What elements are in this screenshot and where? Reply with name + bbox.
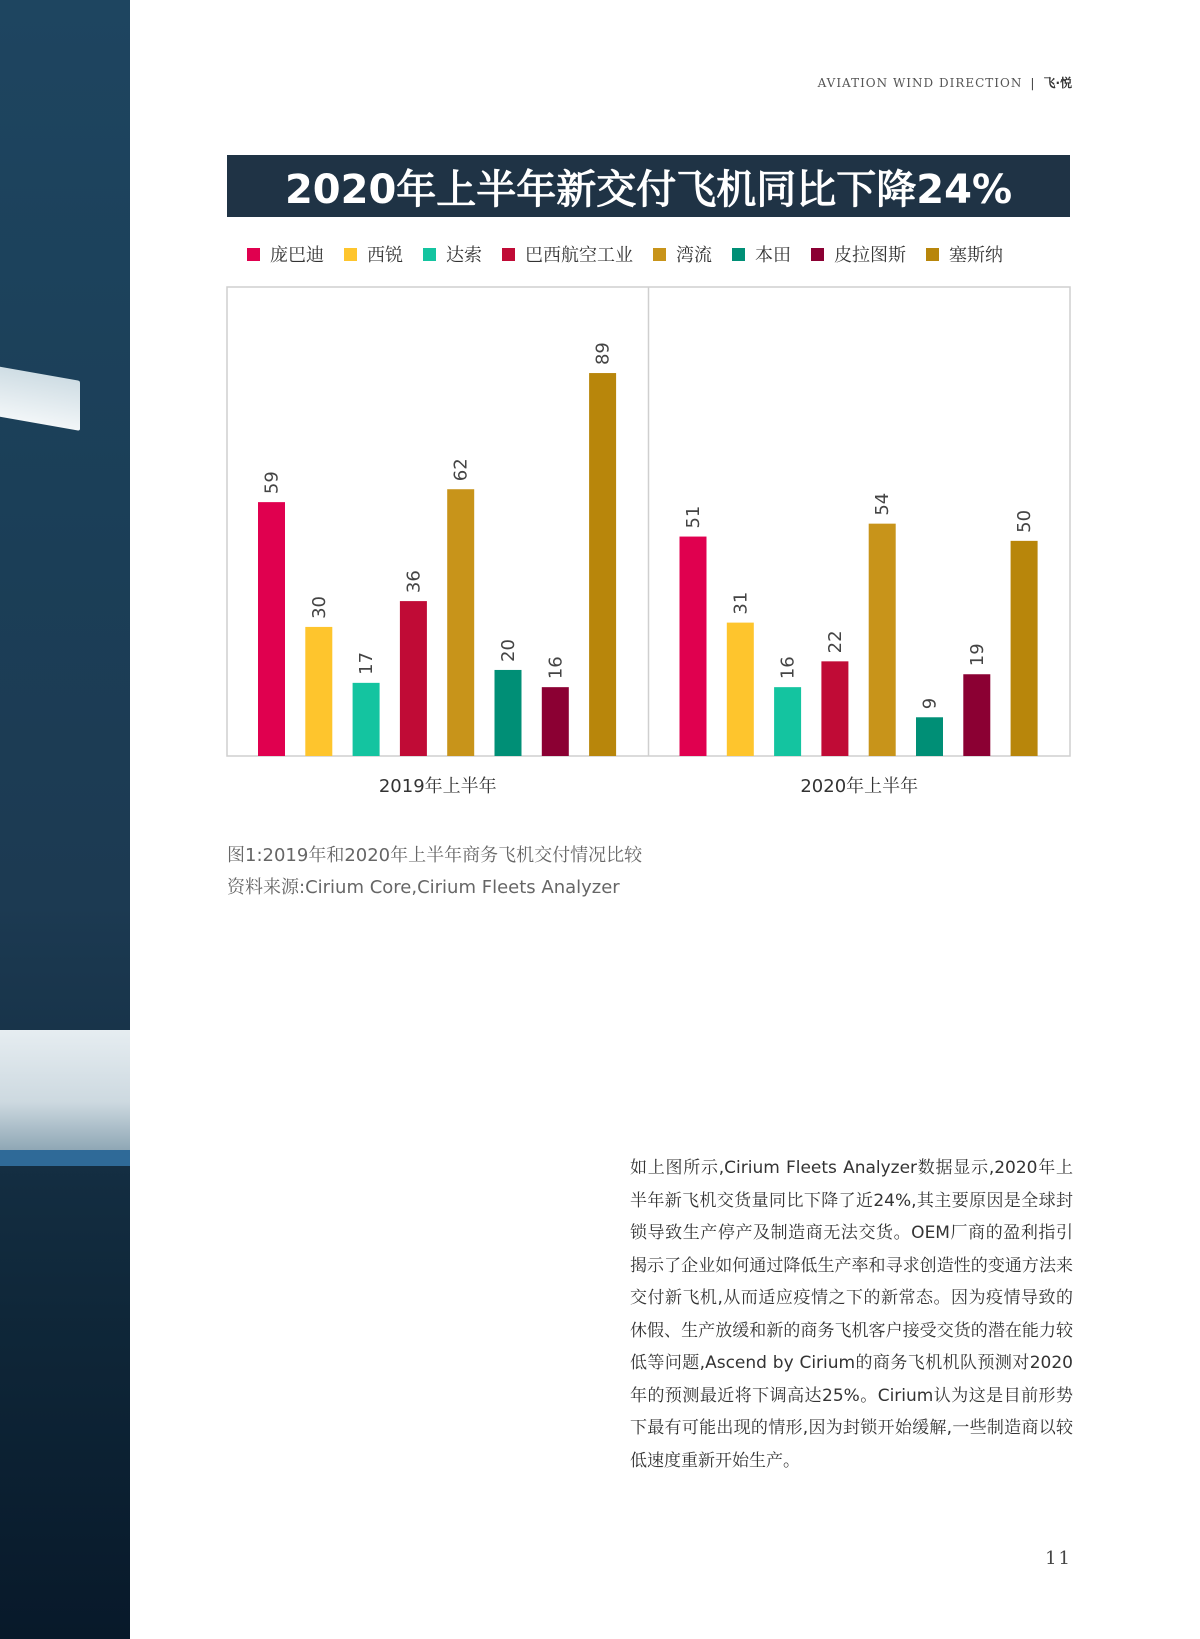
data-label: 89 (592, 342, 614, 366)
data-label: 62 (450, 458, 472, 482)
bar (542, 687, 569, 756)
bar (774, 687, 801, 756)
data-label: 54 (872, 492, 894, 516)
chart-title: 2020年上半年新交付飞机同比下降24% (284, 166, 1013, 213)
legend-label: 西锐 (367, 245, 403, 266)
bar (258, 502, 285, 756)
header-separator: | (1030, 76, 1036, 90)
data-label: 9 (919, 697, 941, 710)
bar (400, 601, 427, 756)
bar (305, 627, 332, 756)
legend-label: 塞斯纳 (949, 245, 1003, 266)
aircraft-wing-image (0, 1030, 130, 1150)
data-label: 20 (498, 639, 519, 662)
data-label: 22 (824, 630, 846, 654)
page-number: 11 (1045, 1548, 1072, 1569)
bar (589, 373, 616, 756)
legend-label: 本田 (755, 245, 791, 266)
bar (680, 537, 707, 756)
bar (447, 489, 474, 756)
bar (1011, 541, 1038, 756)
legend-label: 庞巴迪 (270, 245, 324, 266)
bar (821, 661, 848, 756)
data-label: 30 (308, 596, 330, 619)
data-label: 16 (777, 656, 799, 680)
aircraft-wing-stripe (0, 1150, 130, 1166)
figure-caption-text: 图1:2019年和2020年上半年商务飞机交付情况比较 (227, 845, 643, 866)
figure-caption (227, 840, 642, 904)
panel-label: 2020年上半年 (800, 776, 919, 797)
brand-logo: 飞·悦 (1043, 76, 1072, 90)
bar (916, 717, 943, 756)
body-paragraph: 如上图所示,Cirium Fleets Analyzer数据显示,2020年上半年新飞机交货量同比下降了近24%,其主要原因是全球封锁导致生产停产及制造商无法交货。OEM厂商的盈利指引揭示了企业如何通过降低生产率和寻求创造性的变通方法来交付新飞机,从而适应疫情之下的新常态。因为疫情导致的休假、生产放缓和新的商务飞机客户接受交货的潜在能力较低等问题,Ascend by Cirium的商务飞机机队预测对2020年的预测最近将下调高达25%。Cirium认为这是目前形势下最有可能出现的情形,因为封锁开始缓解,一些制造商以较低速度重新开始生产。 (630, 1158, 1073, 1471)
panel-label: 2019年上半年 (378, 776, 497, 797)
legend-label: 皮拉图斯 (834, 245, 906, 266)
data-label: 16 (545, 656, 567, 680)
data-label: 19 (966, 643, 988, 667)
data-label: 59 (261, 471, 283, 495)
data-label: 51 (683, 505, 704, 529)
legend-label: 巴西航空工业 (525, 245, 633, 266)
bar (495, 670, 522, 756)
bar (869, 524, 896, 756)
bar (353, 683, 380, 756)
data-label: 36 (403, 570, 425, 594)
data-label: 50 (1014, 509, 1036, 533)
legend-label: 达索 (446, 245, 482, 266)
data-source-text: 资料来源:Cirium Core,Cirium Fleets Analyzer (227, 877, 620, 898)
data-label: 17 (356, 651, 378, 675)
bar (727, 623, 754, 756)
legend-label: 湾流 (676, 245, 712, 266)
running-title: AVIATION WIND DIRECTION (817, 76, 1023, 90)
data-label: 31 (730, 591, 752, 615)
bar (963, 674, 990, 756)
